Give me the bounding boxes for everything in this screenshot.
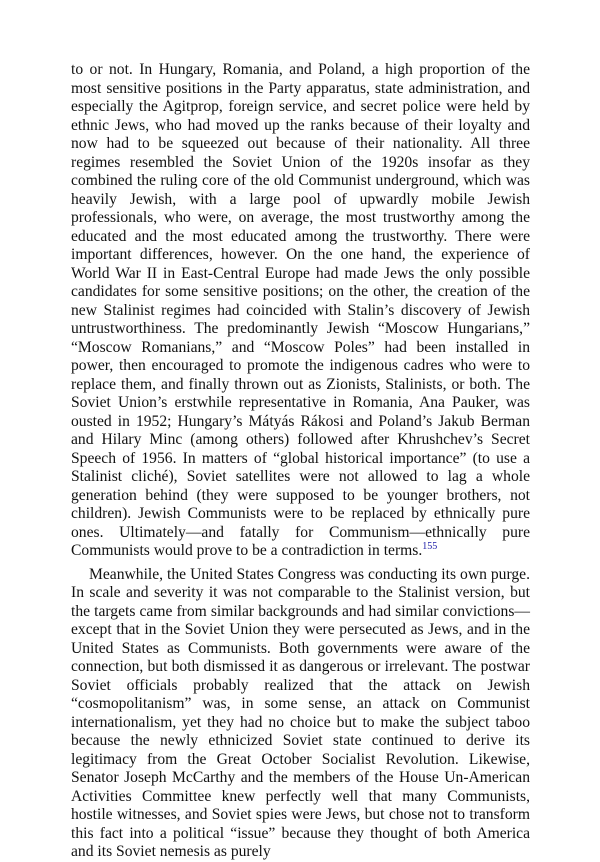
paragraph-1: [71, 61, 530, 561]
footnote-reference-link[interactable]: 155: [422, 540, 438, 552]
paragraph-1-text: to or not. In Hungary, Romania, and Poland, a high proportion of the most sensitive positions in the Party apparatus, state administration, and especially the Agitprop, foreign service, and secret police were held by ethnic Jews, who had moved up the ranks because of their loyalty and now had to be squeezed out because of their nationality. All three regimes resembled the Soviet Union of the 1920s insofar as they combined the ruling core of the old Communist underground, which was heavily Jewish, with a large pool of upwardly mobile Jewish professionals, who were, on average, the most trustworthy among the educated and the most educated among the trustworthy. There were important differences, however. On the one hand, the experience of World War II in East-Central Europe had made Jews the only possible candidates for some sensitive positions; on the other, the creation of the new Stalinist regimes had coincided with Stalin’s discovery of Jewish untrustworthiness. The predominantly Jewish “Moscow Hungarians,” “Moscow Romanians,” and “Moscow Poles” had been installed in power, then encouraged to promote the indigenous cadres who were to replace them, and finally thrown out as Zionists, Stalinists, or both. The Soviet Union’s erstwhile representative in Romania, Ana Pauker, was ousted in 1952; Hungary’s Mátyás Rákosi and Poland’s Jakub Berman and Hilary Minc (among others) followed after Khrushchev’s Secret Speech of 1956. In matters of “global historical importance” (to use a Stalinist cliché), Soviet satellites were not allowed to lag a whole generation behind (they were supposed to be younger brothers, not children). Jewish Communists were to be replaced by ethnically pure ones. Ultimately—and fatally for Communism—ethnically pure Communists would prove to be a contradiction in terms.: [71, 61, 530, 559]
paragraph-2: [71, 566, 530, 862]
book-page: [71, 61, 530, 862]
paragraph-2-text: Meanwhile, the United States Congress was conducting its own purge. In scale and severity it was not comparable to the Stalinist version, but the targets came from similar backgrounds and had similar convictions—except that in the Soviet Union they were persecuted as Jews, and in the United States as Communists. Both governments were aware of the connection, but both dismissed it as dangerous or irrelevant. The postwar Soviet officials probably realized that the attack on Jewish “cosmopolitanism” was, in some sense, an attack on Communist internationalism, yet they had no choice but to make the subject taboo because the newly ethnicized Soviet state continued to derive its legitimacy from the Great October Socialist Revolution. Likewise, Senator Joseph McCarthy and the members of the House Un-American Activities Committee knew perfectly well that many Communists, hostile witnesses, and Soviet spies were Jews, but chose not to transform this fact into a political “issue” because they thought of both America and its Soviet nemesis as purely: [71, 565, 530, 860]
